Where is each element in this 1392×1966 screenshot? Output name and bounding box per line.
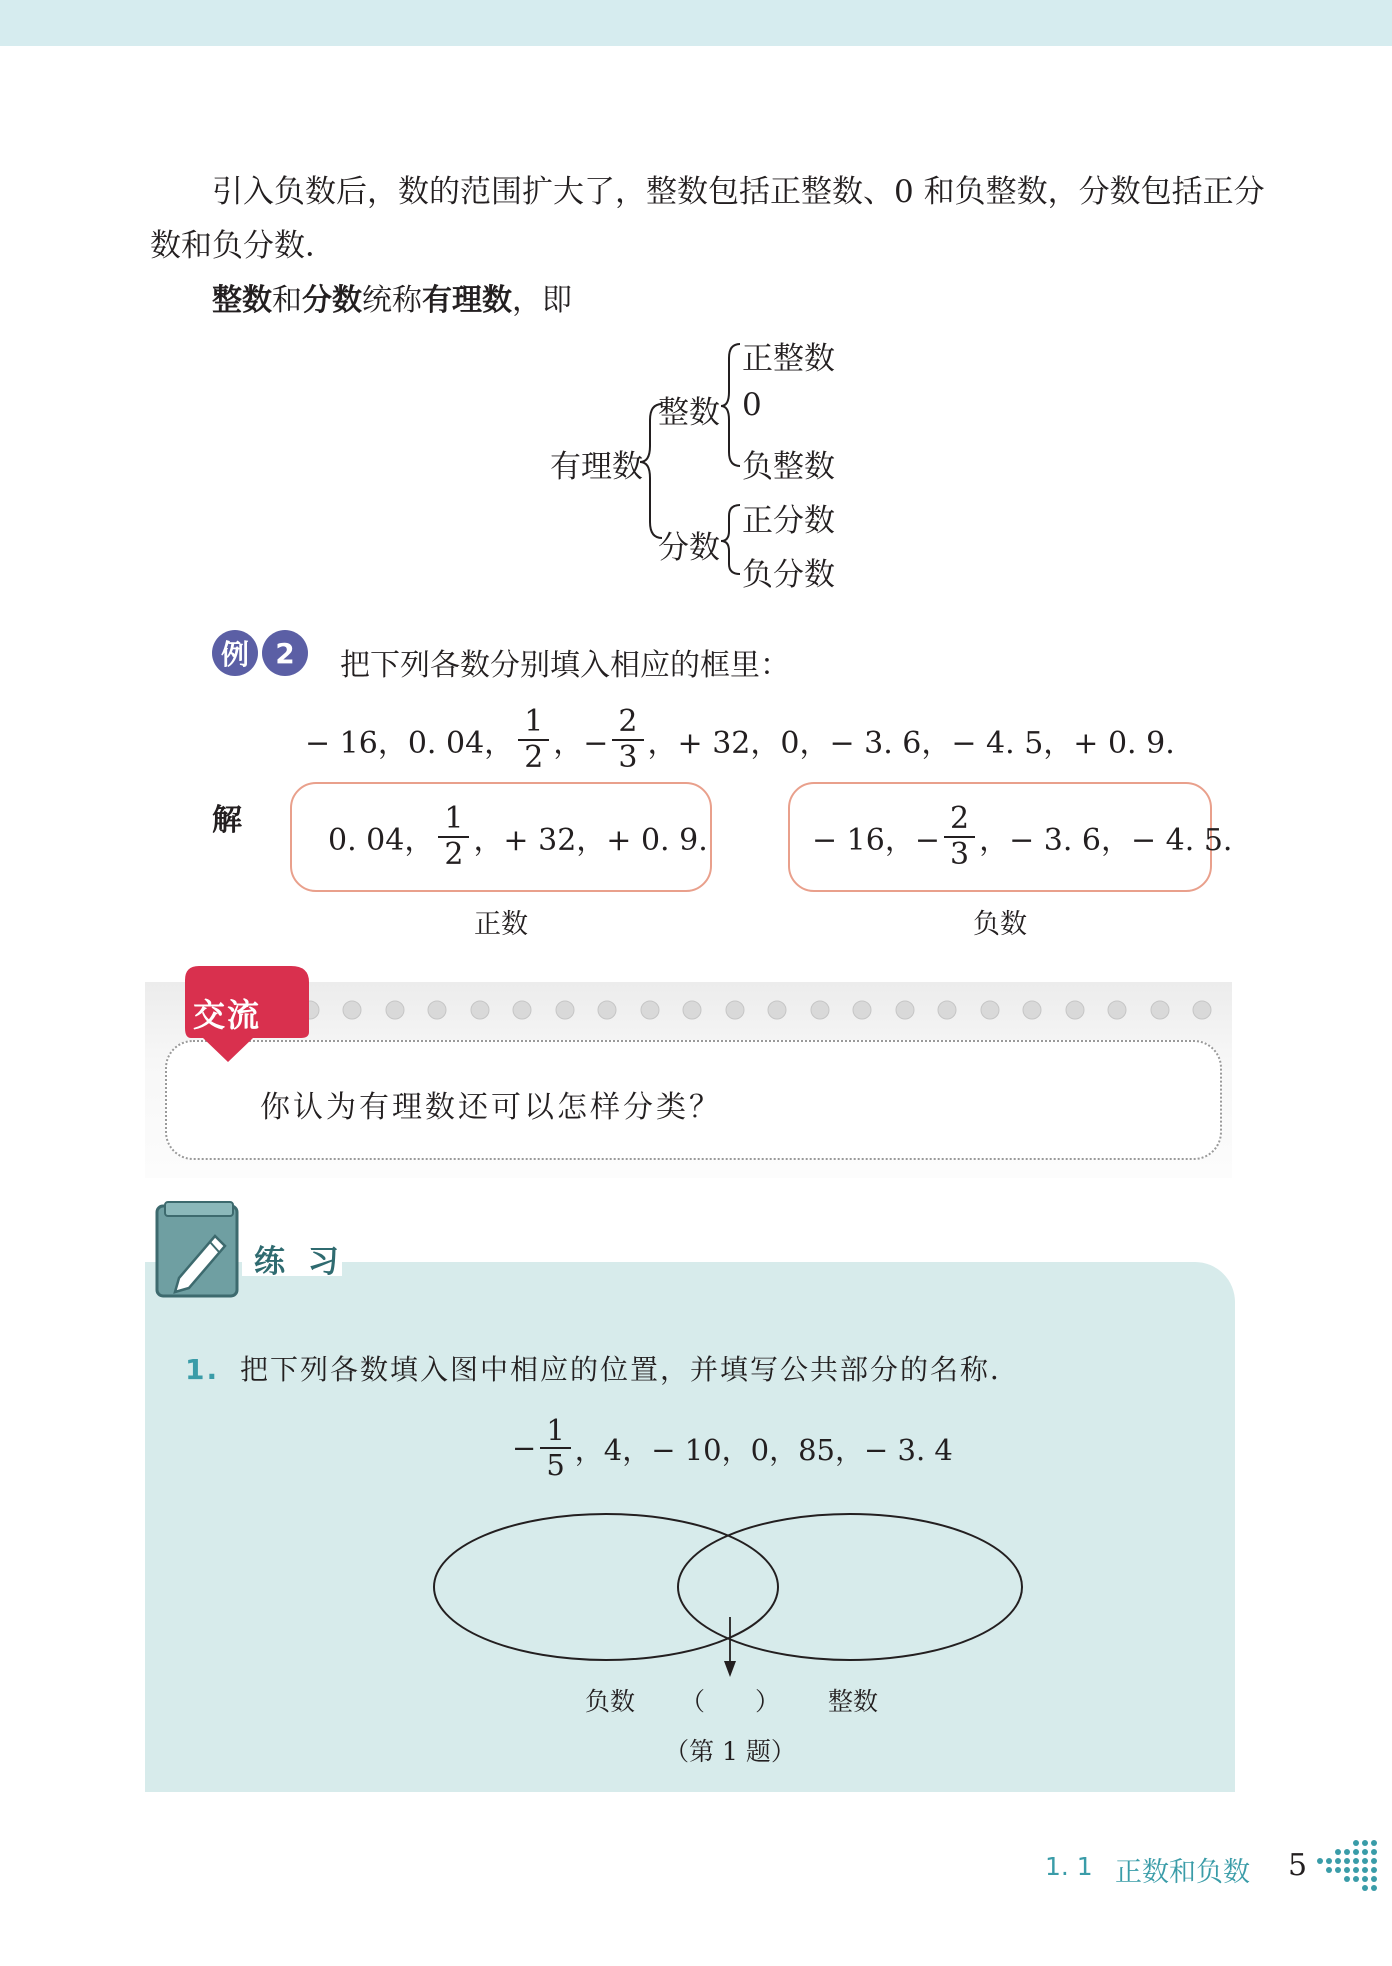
practice-title: 练 习 xyxy=(254,1244,345,1280)
question-text: 把下列各数填入图中相应的位置，并填写公共部分的名称． xyxy=(240,1353,1021,1386)
venn-diagram xyxy=(430,1505,1030,1685)
practice-number-list xyxy=(512,1408,953,1488)
positive-integers-node: 正整数 xyxy=(742,341,835,377)
fractions-node: 分数 xyxy=(658,530,720,566)
example-badge-label-circle xyxy=(212,630,258,676)
discussion-question: 你认为有理数还可以怎样分类？ xyxy=(260,1090,722,1125)
negative-numbers-caption: 负数 xyxy=(973,909,1027,940)
intro-line-2: 数和负分数． xyxy=(150,228,336,264)
venn-pointer-arrowhead xyxy=(724,1661,736,1677)
positive-numbers-box xyxy=(290,782,712,892)
term-integers: 整数 xyxy=(212,283,272,318)
zero-node: 0 xyxy=(742,387,762,423)
example-numbers-a: − 16，0. 04， xyxy=(305,726,515,761)
fraction-denominator: 5 xyxy=(546,1448,565,1482)
integers-node: 整数 xyxy=(658,395,720,431)
integer-brace xyxy=(721,344,740,466)
fraction-denominator: 2 xyxy=(524,740,544,775)
practice-numbers-b: ，4，− 10，0，85，− 3. 4 xyxy=(574,1432,953,1467)
example-numbers-c: ，+ 32，0，− 3. 6，− 4. 5，+ 0. 9. xyxy=(647,726,1175,761)
page-number: 5 xyxy=(1288,1848,1308,1883)
definition-and: 和 xyxy=(272,283,302,318)
fraction-numerator: 1 xyxy=(438,802,469,838)
rational-numbers-root: 有理数 xyxy=(550,449,643,485)
fraction-one-half xyxy=(438,802,469,872)
positive-numbers-caption: 正数 xyxy=(474,909,528,940)
discussion-tag: 交流 xyxy=(193,996,262,1034)
example-badge-number: 2 xyxy=(275,636,295,670)
venn-label-negative: 负数 xyxy=(584,1687,635,1716)
fraction-numerator: 2 xyxy=(944,802,975,838)
term-fractions: 分数 xyxy=(302,283,362,318)
example-badge-label: 例 xyxy=(220,638,249,671)
negative-fractions-node: 负分数 xyxy=(742,557,835,593)
example-badge xyxy=(212,630,308,676)
classification-diagram xyxy=(0,0,1392,620)
footer-section-number: 1. 1 xyxy=(1045,1852,1093,1881)
venn-label-integer: 整数 xyxy=(827,1687,878,1716)
practice-numbers-a: − xyxy=(512,1431,537,1465)
example-prompt: 把下列各数分别填入相应的框里： xyxy=(340,648,790,683)
example-numbers-b: ，− xyxy=(553,726,609,761)
fraction-two-thirds xyxy=(612,705,643,775)
fraction-brace xyxy=(721,505,740,574)
negative-numbers-box xyxy=(788,782,1233,892)
solution-label: 解 xyxy=(212,803,242,838)
fraction-denominator: 2 xyxy=(444,837,464,872)
definition-collectively: 统称 xyxy=(362,283,422,318)
positive-fractions-node: 正分数 xyxy=(742,503,835,539)
example-badge-number-circle xyxy=(262,630,308,676)
fraction-numerator: 1 xyxy=(518,705,549,741)
term-rationals: 有理数 xyxy=(422,283,512,318)
figure-caption: （第 1 题） xyxy=(664,1737,796,1766)
practice-question-1 xyxy=(185,1348,1020,1388)
negative-integers-node: 负整数 xyxy=(742,449,835,485)
negative-numbers-a: − 16，− xyxy=(812,823,940,858)
example-number-list xyxy=(305,700,1175,780)
positive-numbers-a: 0. 04， xyxy=(328,823,435,858)
fraction-denominator: 3 xyxy=(618,740,638,775)
question-number: 1. xyxy=(185,1353,220,1386)
negative-numbers-b: ，− 3. 6，− 4. 5. xyxy=(979,823,1233,858)
positive-numbers-b: ，+ 32，+ 0. 9. xyxy=(473,823,708,858)
venn-label-common: （ ） xyxy=(680,1687,781,1716)
practice-pencil-icon xyxy=(155,1200,241,1300)
dot-grid-icon xyxy=(1316,1838,1382,1894)
fraction-numerator: 1 xyxy=(540,1414,570,1449)
definition-ie: ，即 xyxy=(512,283,572,318)
fraction-numerator: 2 xyxy=(612,705,643,741)
intro-line-1: 引入负数后，数的范围扩大了，整数包括正整数、0 和负整数，分数包括正分 xyxy=(212,174,1265,210)
fraction-one-half xyxy=(518,705,549,775)
footer-section-title: 正数和负数 xyxy=(1115,1857,1250,1888)
fraction-denominator: 3 xyxy=(949,837,970,872)
notebook-pencil-icon xyxy=(155,1200,241,1300)
fraction-one-fifth xyxy=(540,1414,570,1482)
fraction-two-thirds xyxy=(944,802,975,872)
